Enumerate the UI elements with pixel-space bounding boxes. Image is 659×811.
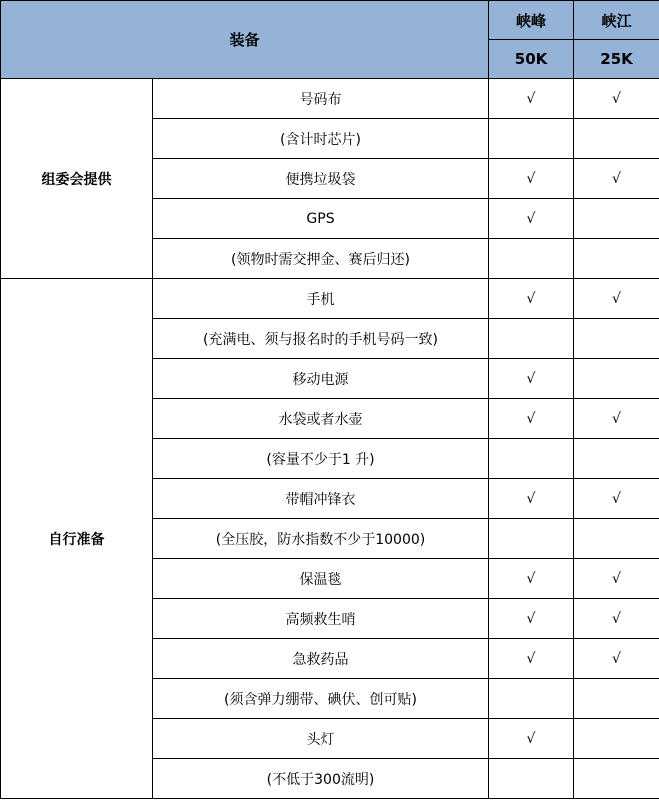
item-cell: 移动电源 [153,359,489,399]
item-cell: 保温毯 [153,559,489,599]
col1-check-cell [489,119,574,159]
col2-check-cell [574,199,659,239]
col2-check-cell: √ [574,559,659,599]
col2-check-cell [574,359,659,399]
col1-check-cell [489,239,574,279]
table-body [1,79,659,799]
col1-check-cell [489,679,574,719]
col2-check-cell [574,519,659,559]
col1-check-cell [489,519,574,559]
col2-check-cell [574,119,659,159]
table-row [1,279,659,319]
col1-name-header: 峡峰 [489,1,574,40]
item-cell: 便携垃圾袋 [153,159,489,199]
group-label: 组委会提供 [1,79,153,279]
col1-check-cell: √ [489,639,574,679]
col2-check-cell: √ [574,159,659,199]
item-cell: 急救药品 [153,639,489,679]
col2-check-cell: √ [574,479,659,519]
col1-check-cell: √ [489,79,574,119]
col1-check-cell: √ [489,279,574,319]
item-cell: (不低于300流明) [153,759,489,799]
col1-check-cell: √ [489,199,574,239]
col2-check-cell [574,719,659,759]
col2-check-cell [574,439,659,479]
item-cell: 号码布 [153,79,489,119]
col2-distance-header: 25K [574,40,659,79]
col2-check-cell: √ [574,599,659,639]
item-cell: (含计时芯片) [153,119,489,159]
col2-check-cell [574,759,659,799]
col2-check-cell: √ [574,639,659,679]
col2-name-header: 峡江 [574,1,659,40]
col1-check-cell: √ [489,599,574,639]
col2-check-cell: √ [574,399,659,439]
equipment-header: 装备 [1,1,489,79]
col1-check-cell [489,759,574,799]
col2-check-cell [574,679,659,719]
item-cell: 头灯 [153,719,489,759]
group-label: 自行准备 [1,279,153,799]
item-cell: (容量不少于1 升) [153,439,489,479]
col2-check-cell: √ [574,279,659,319]
item-cell: (充满电、须与报名时的手机号码一致) [153,319,489,359]
item-cell: 高频救生哨 [153,599,489,639]
col1-check-cell: √ [489,719,574,759]
item-cell: (须含弹力绷带、碘伏、创可贴) [153,679,489,719]
item-cell: GPS [153,199,489,239]
header-row-1 [1,1,659,40]
col1-check-cell: √ [489,159,574,199]
item-cell: 水袋或者水壶 [153,399,489,439]
table-row [1,79,659,119]
item-cell: (全压胶，防水指数不少于10000) [153,519,489,559]
col1-check-cell [489,319,574,359]
col1-check-cell: √ [489,359,574,399]
col2-check-cell: √ [574,79,659,119]
item-cell: (领物时需交押金、赛后归还) [153,239,489,279]
col2-check-cell [574,319,659,359]
col1-check-cell [489,439,574,479]
item-cell: 带帽冲锋衣 [153,479,489,519]
col1-check-cell: √ [489,559,574,599]
col1-distance-header: 50K [489,40,574,79]
col1-check-cell: √ [489,479,574,519]
item-cell: 手机 [153,279,489,319]
col1-check-cell: √ [489,399,574,439]
col2-check-cell [574,239,659,279]
